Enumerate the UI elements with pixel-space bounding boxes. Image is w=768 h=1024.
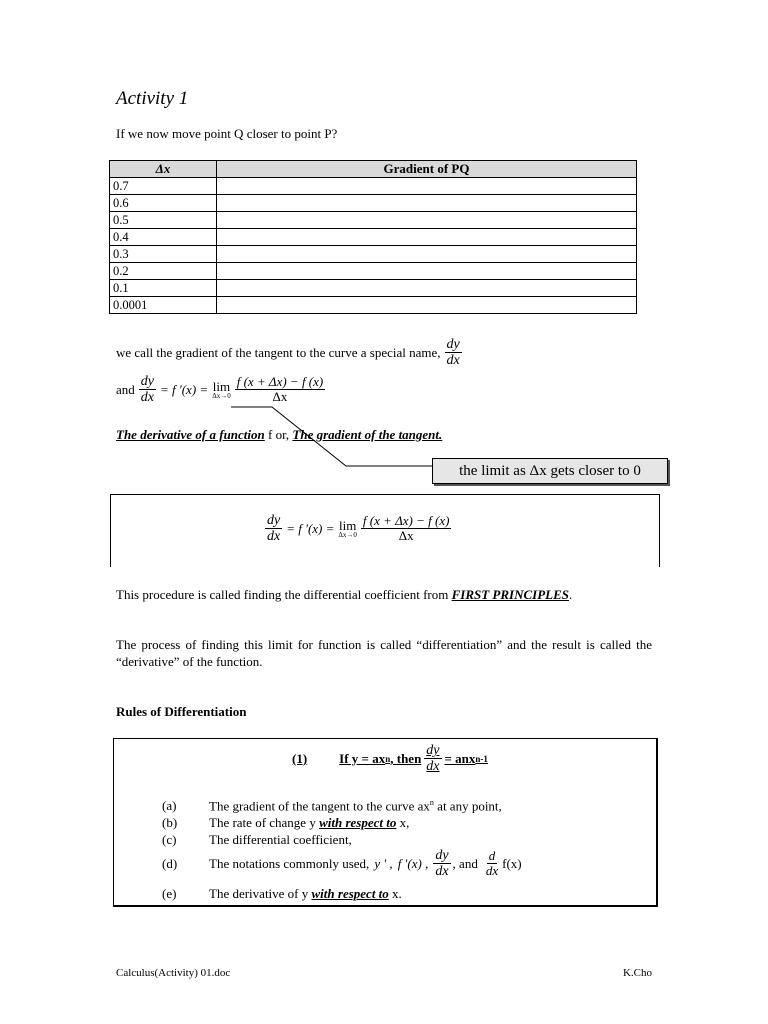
- list-item: (d) The notations commonly used, y ′ , f ′(x) , $\frac{dy}{dx}$ , and $\frac{d}{dx}$ f(x): [162, 848, 522, 880]
- dy-dx-fraction: $\frac{dy}{dx}$: [140, 374, 154, 406]
- boxed-formula: [110, 494, 660, 567]
- dy-dx-fraction: $\frac{dy}{dx}$: [435, 848, 449, 880]
- table-cell-dx: 0.6: [110, 195, 217, 212]
- rules-heading: Rules of Differentiation: [116, 704, 247, 719]
- rule-result: = anx: [444, 750, 476, 766]
- limit-operator: lim Δx→0: [212, 378, 231, 400]
- table-cell-dx: 0.0001: [110, 297, 217, 314]
- list-item: (e) The derivative of y with respect to x.: [162, 886, 402, 901]
- difference-quotient: $\frac{f (x + \Delta x) - f (x)}{\Delta x}$: [362, 513, 450, 544]
- table-cell-dx: 0.7: [110, 178, 217, 195]
- table-cell-dx: 0.1: [110, 280, 217, 297]
- d-dx-operator: $\frac{d}{dx}$: [485, 848, 499, 879]
- table-cell-dx: 0.4: [110, 229, 217, 246]
- or-text: f or,: [264, 427, 293, 442]
- table-cell-dx: 0.5: [110, 212, 217, 229]
- difference-quotient: $\frac{f (x + \Delta x) - f (x)}{\Delta x}$: [236, 374, 324, 405]
- rule-1-heading: (1) If y = ax n , then $\frac{dy}{dx}$ = anx n-1: [292, 743, 488, 775]
- dy-dx-fraction: $\frac{dy}{dx}$: [426, 743, 440, 775]
- table-cell-dx: 0.3: [110, 246, 217, 263]
- limit-operator: lim Δx→0: [338, 517, 357, 539]
- intro-question: If we now move point Q closer to point P?: [116, 126, 338, 141]
- footer-author: K.Cho: [622, 967, 652, 979]
- f-prime-expression: = f ′(x) =: [286, 520, 335, 536]
- activity-title: Activity 1: [116, 88, 189, 109]
- and-label: and: [116, 381, 135, 397]
- tangent-sentence: we call the gradient of the tangent to the curve a special name,: [116, 344, 441, 360]
- dy-dx-fraction: $\frac{dy}{dx}$: [446, 337, 460, 369]
- first-principles-emphasis: FIRST PRINCIPLES: [451, 587, 569, 602]
- header-gradient: Gradient of PQ: [217, 161, 637, 178]
- header-delta-x: Δx: [110, 161, 217, 178]
- differentiation-paragraph: The process of finding this limit for function is called “differentiation” and the result is called the “derivative” of the function.: [116, 637, 652, 669]
- first-principles-paragraph: This procedure is called finding the differential coefficient from FIRST PRINCIPLES.: [116, 587, 573, 602]
- gradient-of-tangent-label: The gradient of the tangent.: [292, 427, 443, 442]
- f-prime-expression: = f ′(x) =: [160, 381, 209, 397]
- table-cell-dx: 0.2: [110, 263, 217, 280]
- list-item: (a) The gradient of the tangent to the curve $ax^n$ at any point,: [162, 798, 502, 814]
- rule-number: (1): [292, 750, 308, 766]
- rule-if-text: If y = ax: [339, 750, 386, 766]
- dy-dx-fraction: $\frac{dy}{dx}$: [267, 513, 281, 545]
- list-item: (c) The differential coefficient,: [162, 832, 352, 847]
- limit-callout-box: the limit as Δx gets closer to 0: [432, 458, 668, 484]
- derivative-of-function-label: The derivative of a function: [116, 427, 265, 442]
- footer-filename: Calculus(Activity) 01.doc: [116, 967, 231, 979]
- list-item: (b) The rate of change y with respect to x,: [162, 815, 410, 830]
